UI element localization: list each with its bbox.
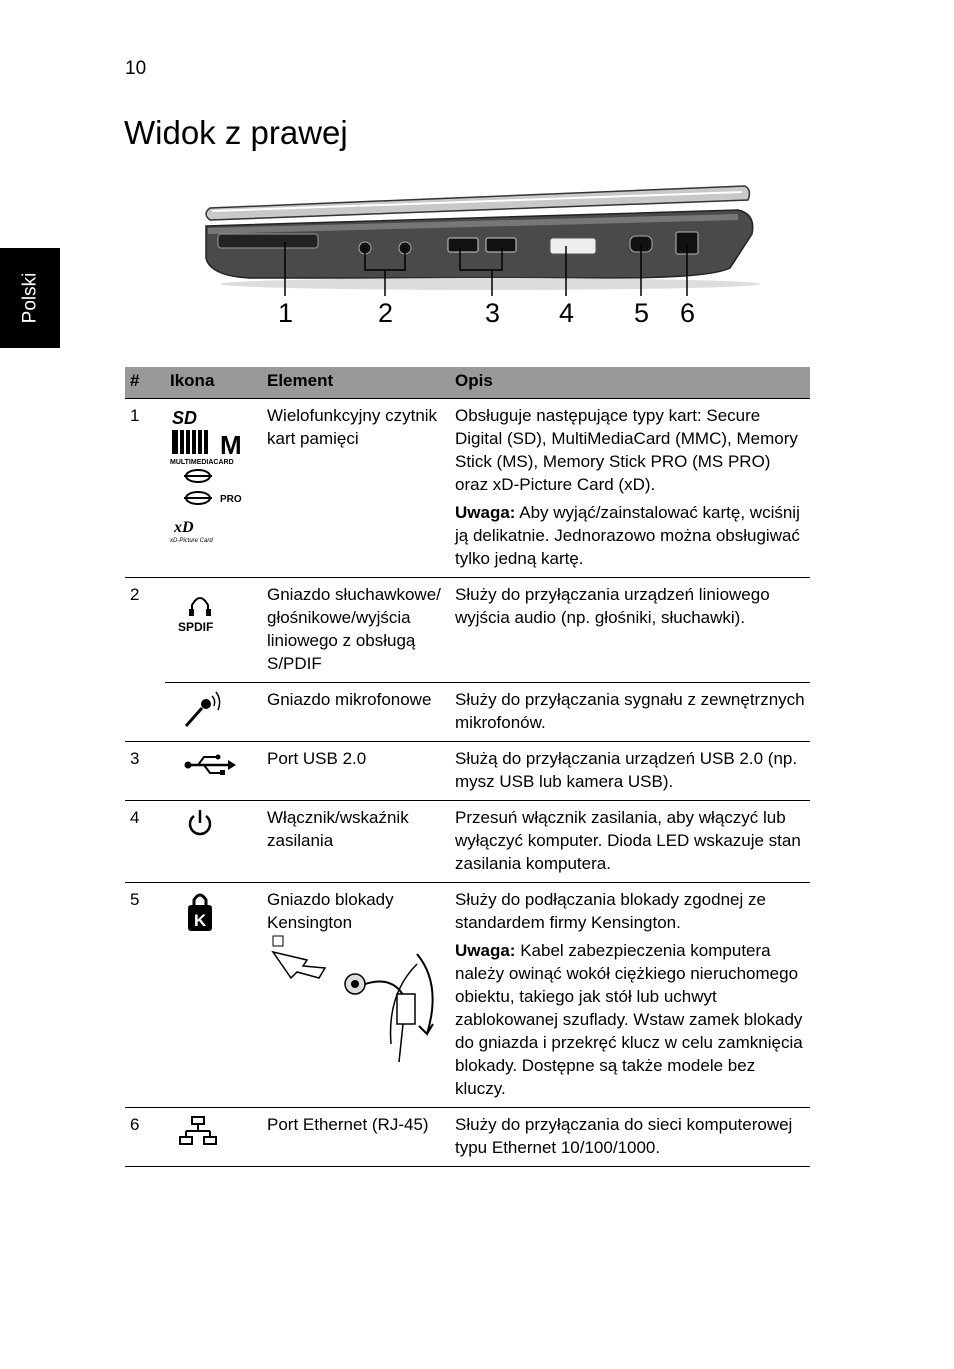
svg-text:xD-Picture Card: xD-Picture Card [170, 538, 213, 544]
callout-1: 1 [278, 298, 294, 328]
kensington-lock-illustration [267, 934, 442, 1064]
row-number [125, 683, 165, 742]
description-note [455, 939, 805, 1100]
table-row [125, 683, 810, 742]
headphones-spdif-icon [165, 578, 262, 683]
svg-text:M: M [220, 430, 242, 460]
ethernet-icon [165, 1108, 262, 1167]
power-icon [165, 801, 262, 883]
element-name: Włącznik/wskaźnik zasilania [262, 801, 450, 883]
element-name: Port Ethernet (RJ-45) [262, 1108, 450, 1167]
row-number: 3 [125, 742, 165, 801]
table-row [125, 742, 810, 801]
element-name: Port USB 2.0 [262, 742, 450, 801]
row-number: 1 [125, 399, 165, 578]
element-description: Służy do przyłączania sygnału z zewnętrznych mikrofonów. [450, 683, 810, 742]
callout-3: 3 [485, 298, 501, 328]
page-number: 10 [125, 58, 147, 79]
laptop-right-side-illustration [190, 178, 770, 338]
element-name: Gniazdo słuchawkowe/ głośnikowe/wyjścia liniowego z obsługą S/PDIF [262, 578, 450, 683]
row-number: 6 [125, 1108, 165, 1167]
header-number: # [125, 367, 165, 399]
usb-icon [165, 742, 262, 801]
table-row [125, 399, 810, 578]
element-description: Służą do przyłączania urządzeń USB 2.0 (np. mysz USB lub kamera USB). [450, 742, 810, 801]
description-text: Służy do podłączania blokady zgodnej ze standardem firmy Kensington. [455, 890, 766, 932]
svg-text:PRO: PRO [220, 494, 242, 505]
element-description: Przesuń włącznik zasilania, aby włączyć lub wyłączyć komputer. Dioda LED wskazuje stan zasilania komputera. [450, 801, 810, 883]
ports-table [125, 367, 810, 1167]
callout-4: 4 [559, 298, 575, 328]
description-text: Obsługuje następujące typy kart: Secure Digital (SD), MultiMediaCard (MMC), Memory Stick (MS), Memory Stick PRO (MS PRO) oraz xD-Picture Card (xD). [455, 406, 798, 494]
table-header-row [125, 367, 810, 399]
note-text: Kabel zabezpieczenia komputera należy owinąć wokół ciężkiego nieruchomego obiektu, takiego jak stół lub uchwyt zablokowanej szuflady. Wstaw zamek blokady do gniazda i przekręć klucz w celu zamknięcia blokady. Dostępne są także modele bez kluczy. [455, 941, 803, 1098]
language-side-tab [0, 248, 60, 348]
description-note [455, 501, 805, 570]
element-description: Służy do przyłączania do sieci komputerowej typu Ethernet 10/100/1000. [450, 1108, 810, 1167]
table-row [125, 801, 810, 883]
kensington-lock-icon [165, 883, 262, 1108]
element-description [450, 399, 810, 578]
row-number: 4 [125, 801, 165, 883]
callout-2: 2 [378, 298, 394, 328]
callout-6: 6 [680, 298, 696, 328]
svg-text:K: K [194, 911, 207, 930]
element-description: Służy do przyłączania urządzeń liniowego wyjścia audio (np. głośniki, słuchawki). [450, 578, 810, 683]
header-description: Opis [450, 367, 810, 399]
svg-text:SPDIF: SPDIF [178, 620, 214, 633]
header-element: Element [262, 367, 450, 399]
note-text: Aby wyjąć/zainstalować kartę, wciśnij ją delikatnie. Jednorazowo można obsługiwać tylko jedną kartę. [455, 503, 800, 568]
header-icon: Ikona [165, 367, 262, 399]
memory-card-logos-icon [165, 399, 262, 578]
table-row [125, 883, 810, 1108]
element-name: Gniazdo mikrofonowe [262, 683, 450, 742]
language-label: Polski [19, 272, 40, 324]
page-title: Widok z prawej [124, 114, 348, 151]
element-name-with-illustration [262, 883, 450, 1108]
microphone-icon [165, 683, 262, 742]
svg-text:SD: SD [172, 408, 198, 428]
element-name: Gniazdo blokady Kensington [267, 890, 394, 932]
element-name: Wielofunkcyjny czytnik kart pamięci [262, 399, 450, 578]
note-label: Uwaga: [455, 941, 516, 960]
note-label: Uwaga: [455, 503, 516, 522]
row-number: 5 [125, 883, 165, 1108]
callout-5: 5 [634, 298, 650, 328]
element-description [450, 883, 810, 1108]
table-row [125, 578, 810, 683]
svg-text:xD: xD [174, 519, 194, 536]
table-row [125, 1108, 810, 1167]
row-number: 2 [125, 578, 165, 683]
svg-text:MULTIMEDIACARD: MULTIMEDIACARD [170, 459, 234, 466]
